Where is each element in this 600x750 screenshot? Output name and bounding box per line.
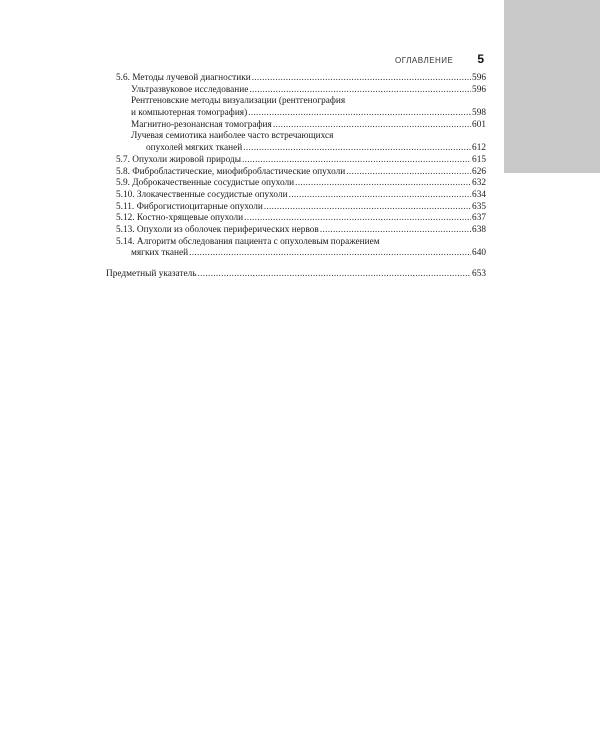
toc-entry[interactable] bbox=[106, 108, 486, 120]
toc-entry-title: 5.8. Фибробластические, миофибробластические опухоли bbox=[116, 166, 346, 177]
toc-leader-dots bbox=[252, 73, 471, 85]
toc-entry-title-line: 5.14. Алгоритм обследования пациента с опухолевым поражением bbox=[116, 236, 380, 247]
toc-entry-page: 640 bbox=[472, 248, 486, 259]
table-of-contents bbox=[106, 73, 486, 281]
toc-leader-dots bbox=[346, 167, 471, 179]
toc-entry[interactable] bbox=[106, 85, 486, 97]
toc-entry[interactable] bbox=[106, 269, 486, 281]
toc-entry-page: 635 bbox=[472, 201, 486, 212]
toc-leader-dots bbox=[295, 178, 471, 190]
toc-entry-page: 626 bbox=[472, 166, 486, 177]
toc-leader-dots bbox=[273, 120, 471, 132]
toc-entry[interactable] bbox=[106, 155, 486, 167]
toc-entry-title: Предметный указатель bbox=[106, 269, 197, 279]
toc-entry-page: 637 bbox=[472, 213, 486, 224]
toc-entry-title: Магнитно-резонансная томография bbox=[131, 119, 272, 130]
toc-leader-dots bbox=[320, 225, 471, 237]
toc-entry-title: 5.10. Злокачественные сосудистые опухоли bbox=[116, 189, 288, 200]
toc-leader-dots bbox=[197, 269, 471, 281]
toc-entry-title: 5.6. Методы лучевой диагностики bbox=[116, 73, 251, 83]
toc-entry-title: и компьютерная томография) bbox=[131, 108, 248, 119]
toc-entry-title: опухолей мягких тканей bbox=[146, 143, 243, 154]
running-header-title: ОГЛАВЛЕНИЕ bbox=[395, 56, 454, 65]
toc-entry-page: 634 bbox=[472, 189, 486, 200]
toc-entry-page: 601 bbox=[472, 119, 486, 130]
toc-leader-dots bbox=[189, 248, 471, 260]
toc-entry-title: Ультразвуковое исследование bbox=[131, 84, 249, 95]
section-tab-marker bbox=[504, 0, 600, 173]
toc-entry[interactable] bbox=[106, 167, 486, 179]
spacer bbox=[106, 260, 486, 269]
toc-leader-dots bbox=[249, 85, 471, 97]
toc-entry[interactable] bbox=[106, 213, 486, 225]
toc-entry-title: 5.13. Опухоли из оболочек периферических нервов bbox=[116, 224, 319, 235]
toc-entry-page: 596 bbox=[472, 84, 486, 95]
page-number: 5 bbox=[477, 52, 484, 66]
toc-leader-dots bbox=[289, 190, 471, 202]
toc-entry-page: 598 bbox=[472, 108, 486, 119]
toc-entry[interactable] bbox=[106, 73, 486, 85]
toc-entry-title: 5.9. Доброкачественные сосудистые опухоли bbox=[116, 178, 295, 189]
toc-leader-dots bbox=[242, 155, 471, 167]
toc-entry[interactable] bbox=[106, 178, 486, 190]
toc-entry-page: 638 bbox=[472, 224, 486, 235]
toc-entry-page: 615 bbox=[472, 154, 486, 165]
toc-entry-title: мягких тканей bbox=[131, 248, 189, 259]
toc-entry[interactable] bbox=[106, 143, 486, 155]
toc-entry-title: 5.11. Фиброгистиоцитарные опухоли bbox=[116, 201, 263, 212]
toc-leader-dots bbox=[243, 143, 471, 155]
toc-leader-dots bbox=[244, 213, 471, 225]
toc-entry[interactable] bbox=[106, 202, 486, 214]
toc-entry-title: 5.12. Костно-хрящевые опухоли bbox=[116, 213, 244, 224]
toc-leader-dots bbox=[248, 108, 471, 120]
running-header bbox=[380, 52, 484, 70]
toc-entry-page: 653 bbox=[472, 269, 486, 279]
toc-entry[interactable] bbox=[106, 248, 486, 260]
toc-entry-page: 612 bbox=[472, 143, 486, 154]
toc-entry[interactable] bbox=[106, 120, 486, 132]
toc-entry-page: 596 bbox=[472, 73, 486, 83]
toc-entry[interactable] bbox=[106, 225, 486, 237]
toc-entry-title-line: Лучевая семиотика наиболее часто встречающихся bbox=[131, 131, 334, 142]
toc-leader-dots bbox=[264, 202, 471, 214]
toc-entry-title: 5.7. Опухоли жировой природы bbox=[116, 154, 241, 165]
toc-entry-page: 632 bbox=[472, 178, 486, 189]
toc-entry-title-line: Рентгеновские методы визуализации (рентгенография bbox=[131, 96, 346, 107]
toc-entry[interactable] bbox=[106, 190, 486, 202]
